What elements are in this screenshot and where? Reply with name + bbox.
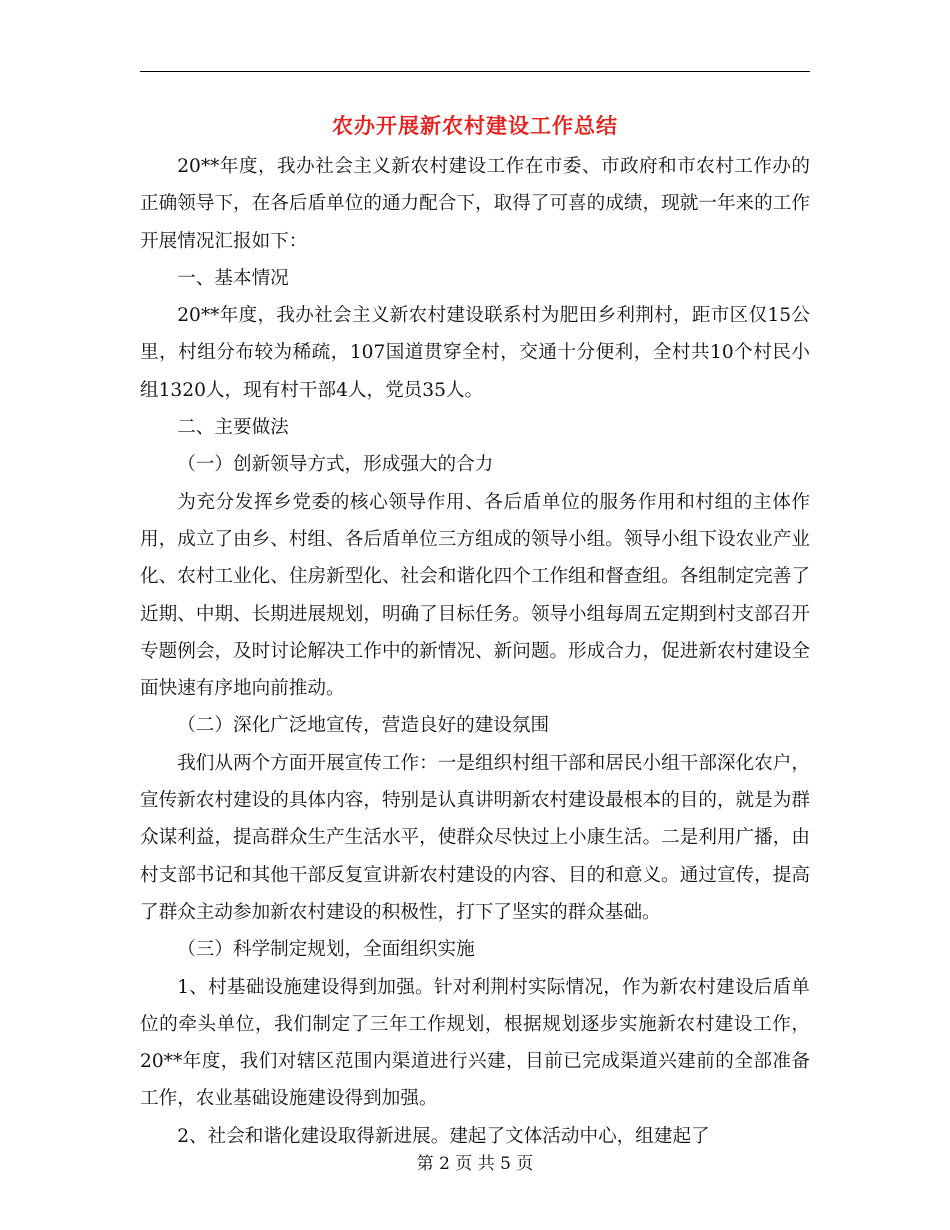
header-rule xyxy=(140,71,810,72)
section-heading-methods: 二、主要做法 xyxy=(177,417,289,439)
document-body xyxy=(140,148,810,1155)
publicity-paragraph: 我们从两个方面开展宣传工作：一是组织村组干部和居民小组干部深化农户，宣传新农村建设的具体内容，特别是认真讲明新农村建设最根本的目的，就是为群众谋利益，提高群众生产生活水平，使群众尽快过上小康生活。二是利用广播，由村支部书记和其他干部反复宣讲新农村建设的内容、目的和意义。通过宣传，提高了群众主动参加新农村建设的积极性，打下了坚实的群众基础。 xyxy=(140,752,810,923)
leadership-paragraph: 为充分发挥乡党委的核心领导作用、各后盾单位的服务作用和村组的主体作用，成立了由乡、村组、各后盾单位三方组成的领导小组。领导小组下设农业产业化、农村工业化、住房新型化、社会和谐化四个工作组和督查组。各组制定完善了近期、中期、长期进展规划，明确了目标任务。领导小组每周五定期到村支部召开专题例会，及时讨论解决工作中的新情况、新问题。形成合力，促进新农村建设全面快速有序地向前推动。 xyxy=(140,491,810,700)
page-number: 第 2 页 共 5 页 xyxy=(416,1154,534,1174)
intro-paragraph: 20**年度，我办社会主义新农村建设工作在市委、市政府和市农村工作办的正确领导下，在各后盾单位的通力配合下，取得了可喜的成绩，现就一年来的工作开展情况汇报如下： xyxy=(140,156,810,252)
subheading-publicity: （二）深化广泛地宣传，营造良好的建设氛围 xyxy=(177,715,550,737)
subheading-leadership: （一）创新领导方式，形成强大的合力 xyxy=(177,454,494,476)
infrastructure-paragraph: 1、村基础设施建设得到加强。针对利荆村实际情况，作为新农村建设后盾单位的牵头单位，我们制定了三年工作规划，根据规划逐步实施新农村建设工作，20**年度，我们对辖区范围内渠道进行兴建，目前已完成渠道兴建前的全部准备工作，农业基础设施建设得到加强。 xyxy=(140,976,810,1110)
document-title: 农办开展新农村建设工作总结 xyxy=(332,113,618,138)
subheading-planning: （三）科学制定规划，全面组织实施 xyxy=(177,939,475,961)
basic-info-paragraph: 20**年度，我办社会主义新农村建设联系村为肥田乡利荆村，距市区仅15公里，村组分布较为稀疏，107国道贯穿全村，交通十分便利，全村共10个村民小组1320人，现有村干部4人，党员35人。 xyxy=(140,305,810,401)
harmony-paragraph: 2、社会和谐化建设取得新进展。建起了文体活动中心，组建起了 xyxy=(177,1125,710,1147)
section-heading-basic: 一、基本情况 xyxy=(177,267,289,289)
